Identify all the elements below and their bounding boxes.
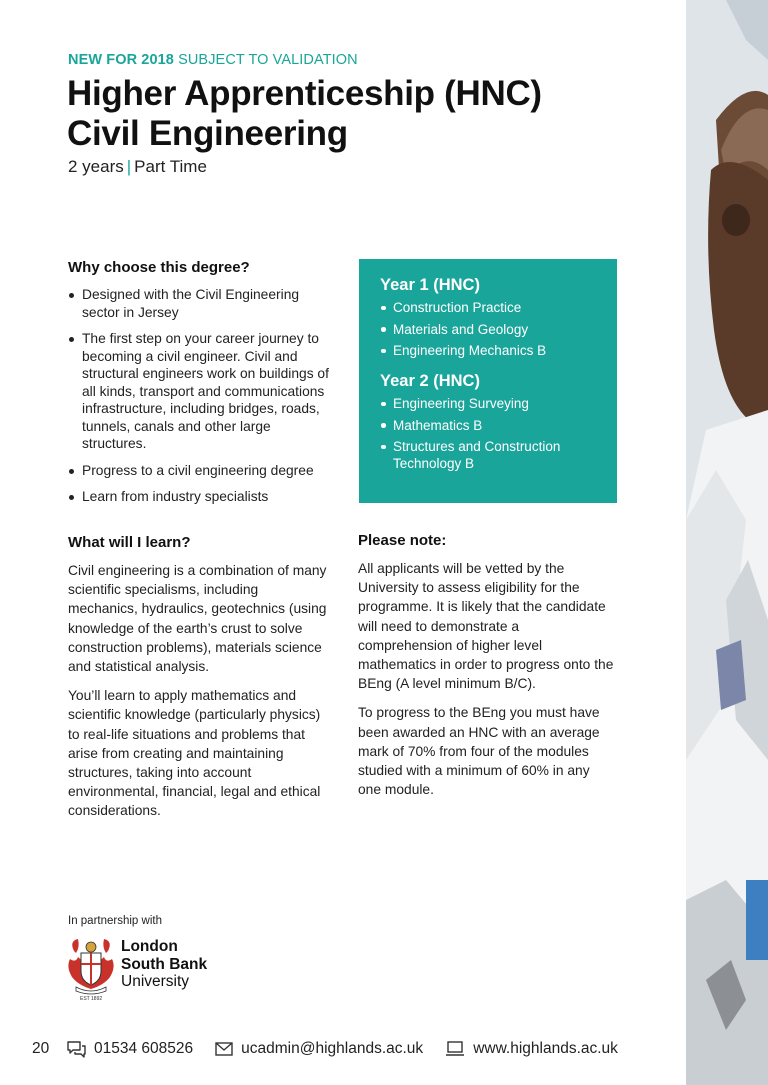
duration-years: 2 years bbox=[68, 157, 124, 176]
why-heading: Why choose this degree? bbox=[68, 259, 250, 276]
learn-paragraph-2: You’ll learn to apply mathematics and scientific knowledge (particularly physics) to real-life situations and problems that arise from creating and maintaining structures, taking into account environmental, financial, legal and ethical considerations. bbox=[68, 688, 321, 819]
why-list bbox=[68, 286, 330, 506]
footer bbox=[32, 1039, 640, 1059]
module-item: Engineering Mechanics B bbox=[380, 342, 601, 359]
new-label: NEW FOR 2018 bbox=[68, 52, 174, 68]
phone-icon bbox=[66, 1040, 86, 1058]
why-item: The first step on your career journey to becoming a civil engineer. Civil and structural engineers work on buildings of all kinds, transport and communications infrastructure, including bridges, roads, tunnels, canals and other large structures. bbox=[68, 330, 330, 453]
page-title bbox=[67, 74, 627, 154]
modules-box bbox=[359, 259, 617, 503]
learn-section bbox=[68, 534, 330, 821]
module-item: Structures and Construction Technology B bbox=[380, 438, 601, 472]
side-photo bbox=[686, 0, 768, 1085]
lsbu-logo bbox=[66, 937, 226, 1005]
est-label: EST 1892 bbox=[80, 996, 103, 1002]
website-url[interactable]: www.highlands.ac.uk bbox=[473, 1040, 618, 1057]
note-paragraph-1: All applicants will be vetted by the University to assess eligibility for the programme. It is likely that the candidate will need to demonstrate a comprehension of higher level mathematics in order to progress onto the BEng (A level minimum B/C). bbox=[358, 561, 614, 692]
note-heading: Please note: bbox=[358, 532, 447, 549]
note-paragraph-2: To progress to the BEng you must have been awarded an HNC with an average mark of 70% from four of the modules studied with a minimum of 60% in any one module. bbox=[358, 705, 600, 798]
lsbu-wordmark bbox=[121, 938, 207, 991]
kicker bbox=[68, 52, 358, 68]
module-item: Construction Practice bbox=[380, 299, 601, 316]
lsbu-line-1: London bbox=[121, 938, 178, 955]
module-item: Materials and Geology bbox=[380, 321, 601, 338]
year1-list bbox=[380, 299, 601, 359]
crest-icon bbox=[66, 937, 116, 995]
why-item: Learn from industry specialists bbox=[68, 488, 330, 506]
title-line-2: Civil Engineering bbox=[67, 114, 348, 153]
duration-mode: Part Time bbox=[134, 157, 207, 176]
email-address[interactable]: ucadmin@highlands.ac.uk bbox=[241, 1040, 424, 1057]
partnership-label: In partnership with bbox=[68, 915, 162, 927]
page-number: 20 bbox=[32, 1040, 50, 1057]
footer-website[interactable] bbox=[445, 1040, 618, 1058]
why-section bbox=[68, 259, 330, 515]
module-item: Engineering Surveying bbox=[380, 395, 601, 412]
laptop-icon bbox=[445, 1041, 465, 1057]
why-item: Progress to a civil engineering degree bbox=[68, 462, 330, 480]
module-item: Mathematics B bbox=[380, 417, 601, 434]
footer-email[interactable] bbox=[215, 1040, 423, 1058]
learn-heading: What will I learn? bbox=[68, 534, 191, 551]
learn-paragraph-1: Civil engineering is a combination of many scientific specialisms, including mechanics, hydraulics, geotechnics (using knowledge of the earth’s crust to solve construction problems), materials science and statistical analysis. bbox=[68, 563, 327, 675]
validation-label: SUBJECT TO VALIDATION bbox=[178, 52, 358, 68]
title-line-1: Higher Apprenticeship (HNC) bbox=[67, 74, 542, 113]
year2-list bbox=[380, 395, 601, 472]
note-section bbox=[358, 532, 616, 799]
year2-title: Year 2 (HNC) bbox=[380, 372, 480, 390]
mail-icon bbox=[215, 1042, 233, 1056]
footer-phone[interactable] bbox=[66, 1040, 193, 1058]
why-item: Designed with the Civil Engineering sector in Jersey bbox=[68, 286, 330, 321]
course-duration bbox=[68, 157, 207, 177]
year1-title: Year 1 (HNC) bbox=[380, 276, 480, 294]
lsbu-line-2: South Bank bbox=[121, 955, 208, 973]
lsbu-line-3: University bbox=[121, 973, 190, 990]
duration-separator: | bbox=[126, 157, 132, 176]
phone-number[interactable]: 01534 608526 bbox=[94, 1040, 194, 1057]
